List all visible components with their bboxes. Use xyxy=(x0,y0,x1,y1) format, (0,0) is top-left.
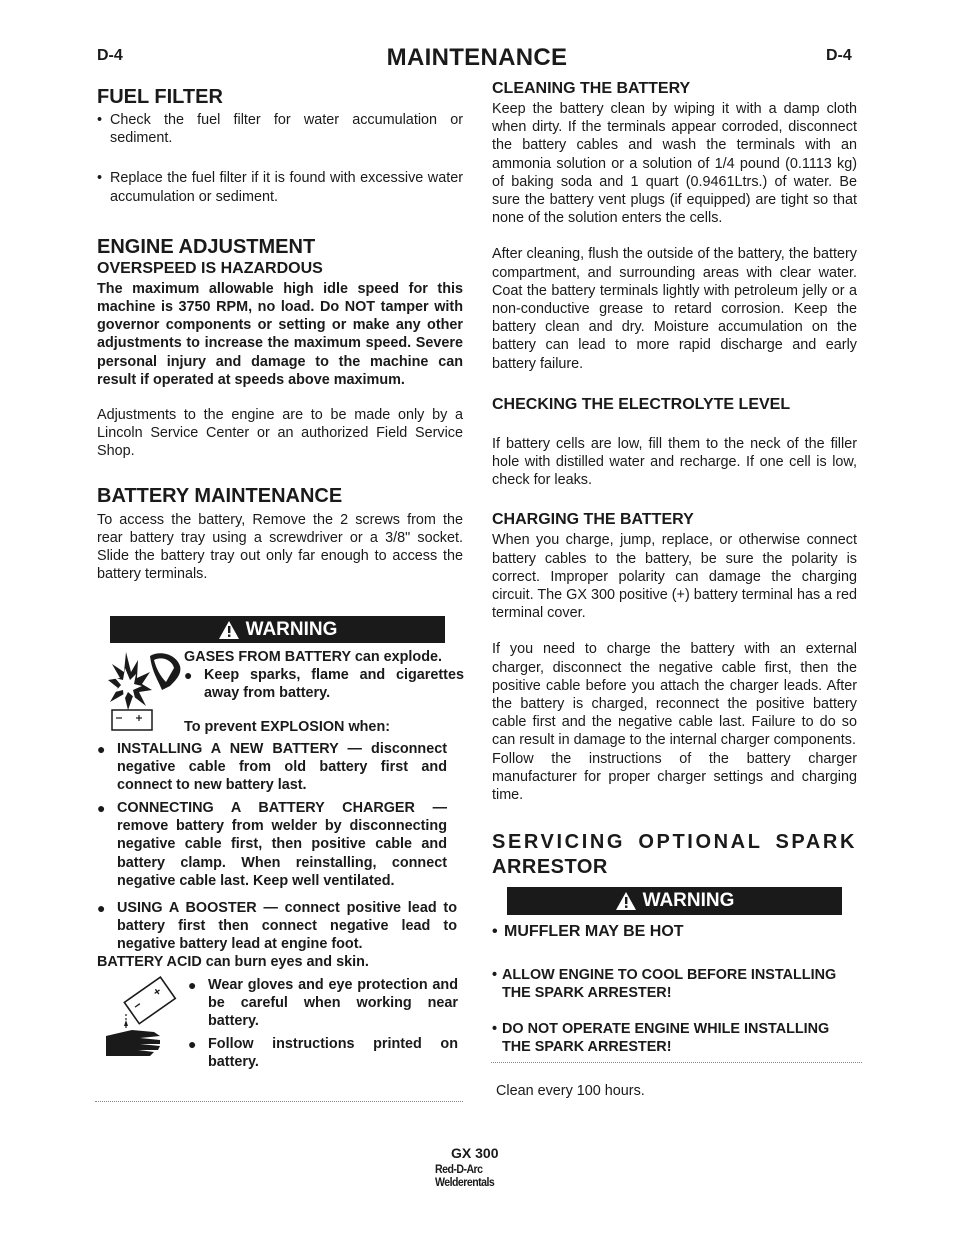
spark-arrestor-heading-line1: SERVICING OPTIONAL SPARK xyxy=(492,831,857,853)
engine-adjustment-paragraph: Adjustments to the engine are to be made only by a Lincoln Service Center or an authorized Field Service Shop. xyxy=(97,407,463,460)
list-item: ● CONNECTING A BATTERY CHARGER — remove battery from welder by disconnecting negative cable first, then positive cable and battery clamp. When reinstalling, connect negative cable last. Keep well ventilated. xyxy=(97,800,447,889)
keep-sparks-item: ● Keep sparks, flame and cigarettes away from battery. xyxy=(184,667,464,702)
explosion-icon xyxy=(106,650,184,732)
charging-paragraph-2: If you need to charge the battery with an external charger, disconnect the negative cable first, then the positive cable before you attach the charger leads. After the battery is charged, reconnect the positive battery cable first and the negative cable last. Failure to do so can result in damage to the internal charger components. xyxy=(492,641,857,749)
cleaning-paragraph-1: Keep the battery clean by wiping it with a damp cloth when dirty. If the terminals appear corroded, disconnect the battery cables and wash the terminals with an ammonia solution or a solution of 1/4 pound (0.1113 kg) of baking soda and 1 quart (0.9461Ltrs.) of water. Be sure the battery vent plugs (if equipped) are tight so that none of the solution enters the cells. xyxy=(492,101,857,227)
cleaning-heading: CLEANING THE BATTERY xyxy=(492,80,691,97)
charging-paragraph-1: When you charge, jump, replace, or otherwise connect battery cables to the battery, be sure the polarity is correct. Improper polarity can damage the charging circuit. The GX 300 positive (+) battery terminal has a red terminal cover. xyxy=(492,532,857,622)
left-column xyxy=(97,86,463,583)
battery-maintenance-heading: BATTERY MAINTENANCE xyxy=(97,484,343,507)
spark-arrestor-heading-line2: ARRESTOR xyxy=(492,856,608,878)
list-item: • ALLOW ENGINE TO COOL BEFORE INSTALLING THE SPARK ARRESTER! xyxy=(492,967,837,1002)
list-item: ● Wear gloves and eye protection and be careful when working near battery. xyxy=(188,977,458,1030)
prevent-explosion-text: To prevent EXPLOSION when: xyxy=(184,719,391,735)
cleaning-paragraph-2: After cleaning, flush the outside of the battery, the battery compartment, and surrounding areas with clear water. Coat the battery terminals lightly with petroleum jelly or a non-conductive grease to retard corrosion. Keep the battery clean and dry. Moisture accumulation on the battery can lead to more rapid discharge and early battery failure. xyxy=(492,246,857,372)
muffler-hot-item: • MUFFLER MAY BE HOT xyxy=(492,923,684,940)
list-item: ● USING A BOOSTER — connect positive lead to battery first then connect negative lead to negative battery lead at engine foot. xyxy=(97,900,457,953)
electrolyte-heading: CHECKING THE ELECTROLYTE LEVEL xyxy=(492,395,791,413)
right-divider xyxy=(491,1062,862,1063)
clean-every-note: Clean every 100 hours. xyxy=(496,1083,645,1099)
brand-logo: Red-D-Arc Welderentals xyxy=(435,1162,495,1189)
warning-triangle-icon xyxy=(218,620,240,640)
warning-label: WARNING xyxy=(642,890,735,911)
list-item: • Check the fuel filter for water accumulation or sediment. xyxy=(97,112,463,147)
electrolyte-paragraph: If battery cells are low, fill them to the neck of the filler hole with distilled water and recharge. If one cell is low, check for leaks. xyxy=(492,435,857,489)
list-item: • Replace the fuel filter if it is found with excessive water accumulation or sediment. xyxy=(97,170,463,205)
left-divider xyxy=(95,1101,463,1102)
fuel-filter-heading: FUEL FILTER xyxy=(97,86,223,108)
acid-hand-icon xyxy=(104,976,184,1058)
battery-maintenance-paragraph: To access the battery, Remove the 2 screws from the rear battery tray using a screwdriver or a 3/8" socket. Slide the battery tray out only far enough to access the battery terminals. xyxy=(97,511,463,583)
overspeed-warning-text: The maximum allowable high idle speed for this machine is 3750 RPM, no load. Do NOT tamper with governor components or setting or make any other adjustments to increase the maximum speed. Severe personal injury and damage to the machine can result if operated at speeds above maximum. xyxy=(97,280,463,388)
battery-warning-bar xyxy=(110,616,445,643)
charging-paragraph-3: Follow the instructions of the battery charger manufacturer for proper charger settings and charging time. xyxy=(492,750,857,804)
fuel-filter-list xyxy=(97,111,463,206)
gases-explode-text: GASES FROM BATTERY can explode. xyxy=(184,649,443,665)
list-item: • DO NOT OPERATE ENGINE WHILE INSTALLING THE SPARK ARRESTER! xyxy=(492,1021,830,1056)
engine-adjustment-heading: ENGINE ADJUSTMENT xyxy=(97,235,316,258)
charging-heading: CHARGING THE BATTERY xyxy=(492,511,694,529)
page-title: MAINTENANCE xyxy=(386,44,568,71)
overspeed-subheading: OVERSPEED IS HAZARDOUS xyxy=(97,259,323,277)
acid-burn-text: BATTERY ACID can burn eyes and skin. xyxy=(97,954,369,970)
warning-label: WARNING xyxy=(245,618,338,640)
right-column xyxy=(492,80,857,804)
list-item: ● INSTALLING A NEW BATTERY — disconnect negative cable from old battery first and connect to new battery last. xyxy=(97,741,447,794)
spark-warning-bar xyxy=(507,887,842,915)
model-name: GX 300 xyxy=(451,1145,499,1161)
list-item: ● Follow instructions printed on battery. xyxy=(188,1036,458,1071)
warning-triangle-icon xyxy=(615,891,637,911)
page-number-left: D-4 xyxy=(97,47,123,64)
page-number-right: D-4 xyxy=(826,47,852,64)
